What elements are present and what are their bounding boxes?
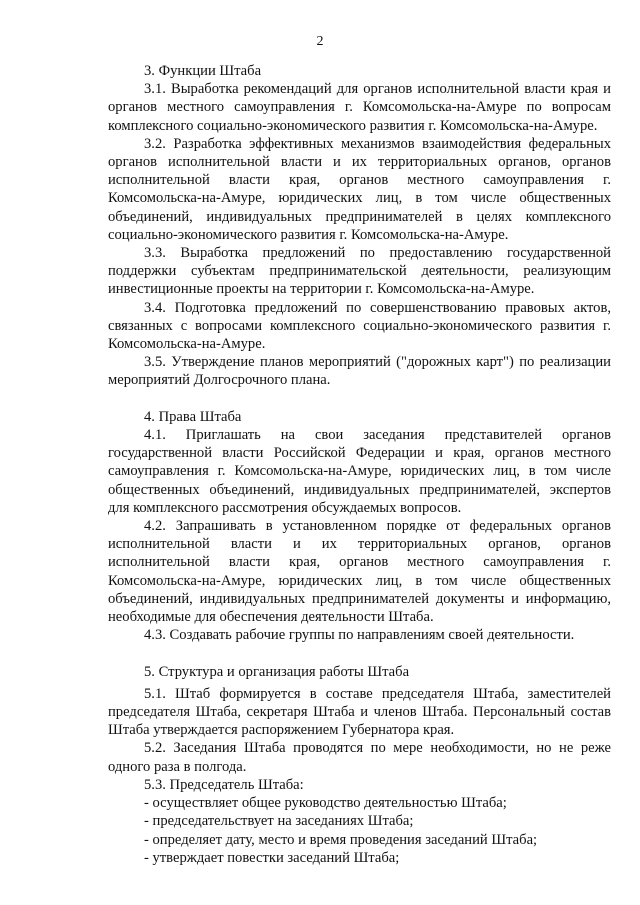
paragraph-4-1: 4.1. Приглашать на свои заседания представителей органов государственной власти Российской Федерации и края, органов местного самоуправления г. Комсомольска-на-Амуре, юридических лиц, в том числе общественных объединений, индивидуальных предпринимателей, экспертов для комплексного рассмотрения обсуждаемых вопросов. xyxy=(108,427,611,516)
list-item: - председательствует на заседаниях Штаба; xyxy=(144,813,414,830)
list-item: - утверждает повестки заседаний Штаба; xyxy=(144,849,400,866)
section-heading-structure: 5. Структура и организация работы Штаба xyxy=(144,663,410,680)
paragraph-3-5: 3.5. Утверждение планов мероприятий ("дорожных карт") по реализации мероприятий Долгосрочного плана. xyxy=(108,354,611,389)
list-item: - определяет дату, место и время проведения заседаний Штаба; xyxy=(144,831,538,848)
paragraph-3-3: 3.3. Выработка предложений по предоставлению государственной поддержки субъектам предпринимательской деятельности, реализующим инвестиционные проекты на территории г. Комсомольска-на-Амуре. xyxy=(108,245,611,298)
paragraph-5-3: 5.3. Председатель Штаба: xyxy=(144,776,304,793)
section-gap xyxy=(108,390,611,408)
document-body xyxy=(108,62,611,867)
paragraph-3-4: 3.4. Подготовка предложений по совершенствованию правовых актов, связанных с вопросами комплексного социально-экономического развития г. Комсомольска-на-Амуре. xyxy=(108,299,611,353)
paragraph-3-1: 3.1. Выработка рекомендаций для органов исполнительной власти края и органов местного самоуправления г. Комсомольска-на-Амуре по вопросам комплексного социально-экономического развития г. Комсомольска-на-Амуре. xyxy=(108,81,611,134)
page-number: 2 xyxy=(316,34,324,49)
paragraph-5-1: 5.1. Штаб формируется в составе председателя Штаба, заместителей председателя Штаба, секретаря Штаба и членов Штаба. Персональный состав Штаба утверждается распоряжением Губернатора края. xyxy=(108,685,611,739)
paragraph-4-3: 4.3. Создавать рабочие группы по направлениям своей деятельности. xyxy=(144,627,575,644)
paragraph-4-2: 4.2. Запрашивать в установленном порядке от федеральных органов исполнительной власти и их территориальных органов, органов исполнительной власти края, органов местного самоуправления г. Комсомольска-на-Амуре, юридических лиц, в том числе общественных объединений, индивидуальных предпринимателей документы и информацию, необходимые для обеспечения деятельности Штаба. xyxy=(108,518,611,626)
section-heading-functions: 3. Функции Штаба xyxy=(144,63,262,79)
list-item: - осуществляет общее руководство деятельностью Штаба; xyxy=(144,795,507,812)
section-heading-rights: 4. Права Штаба xyxy=(144,408,242,425)
section-gap xyxy=(108,644,611,662)
paragraph-3-2: 3.2. Разработка эффективных механизмов взаимодействия федеральных органов исполнительной власти и их территориальных органов, органов исполнительной власти края, органов местного самоуправления г. Комсомольска-на-Амуре, юридических лиц, в том числе общественных объединений, индивидуальных предпринимателей в целях комплексного социально-экономического развития г. Комсомольска-на-Амуре. xyxy=(108,135,611,243)
paragraph-5-2: 5.2. Заседания Штаба проводятся по мере необходимости, но не реже одного раза в полгода. xyxy=(108,740,611,775)
